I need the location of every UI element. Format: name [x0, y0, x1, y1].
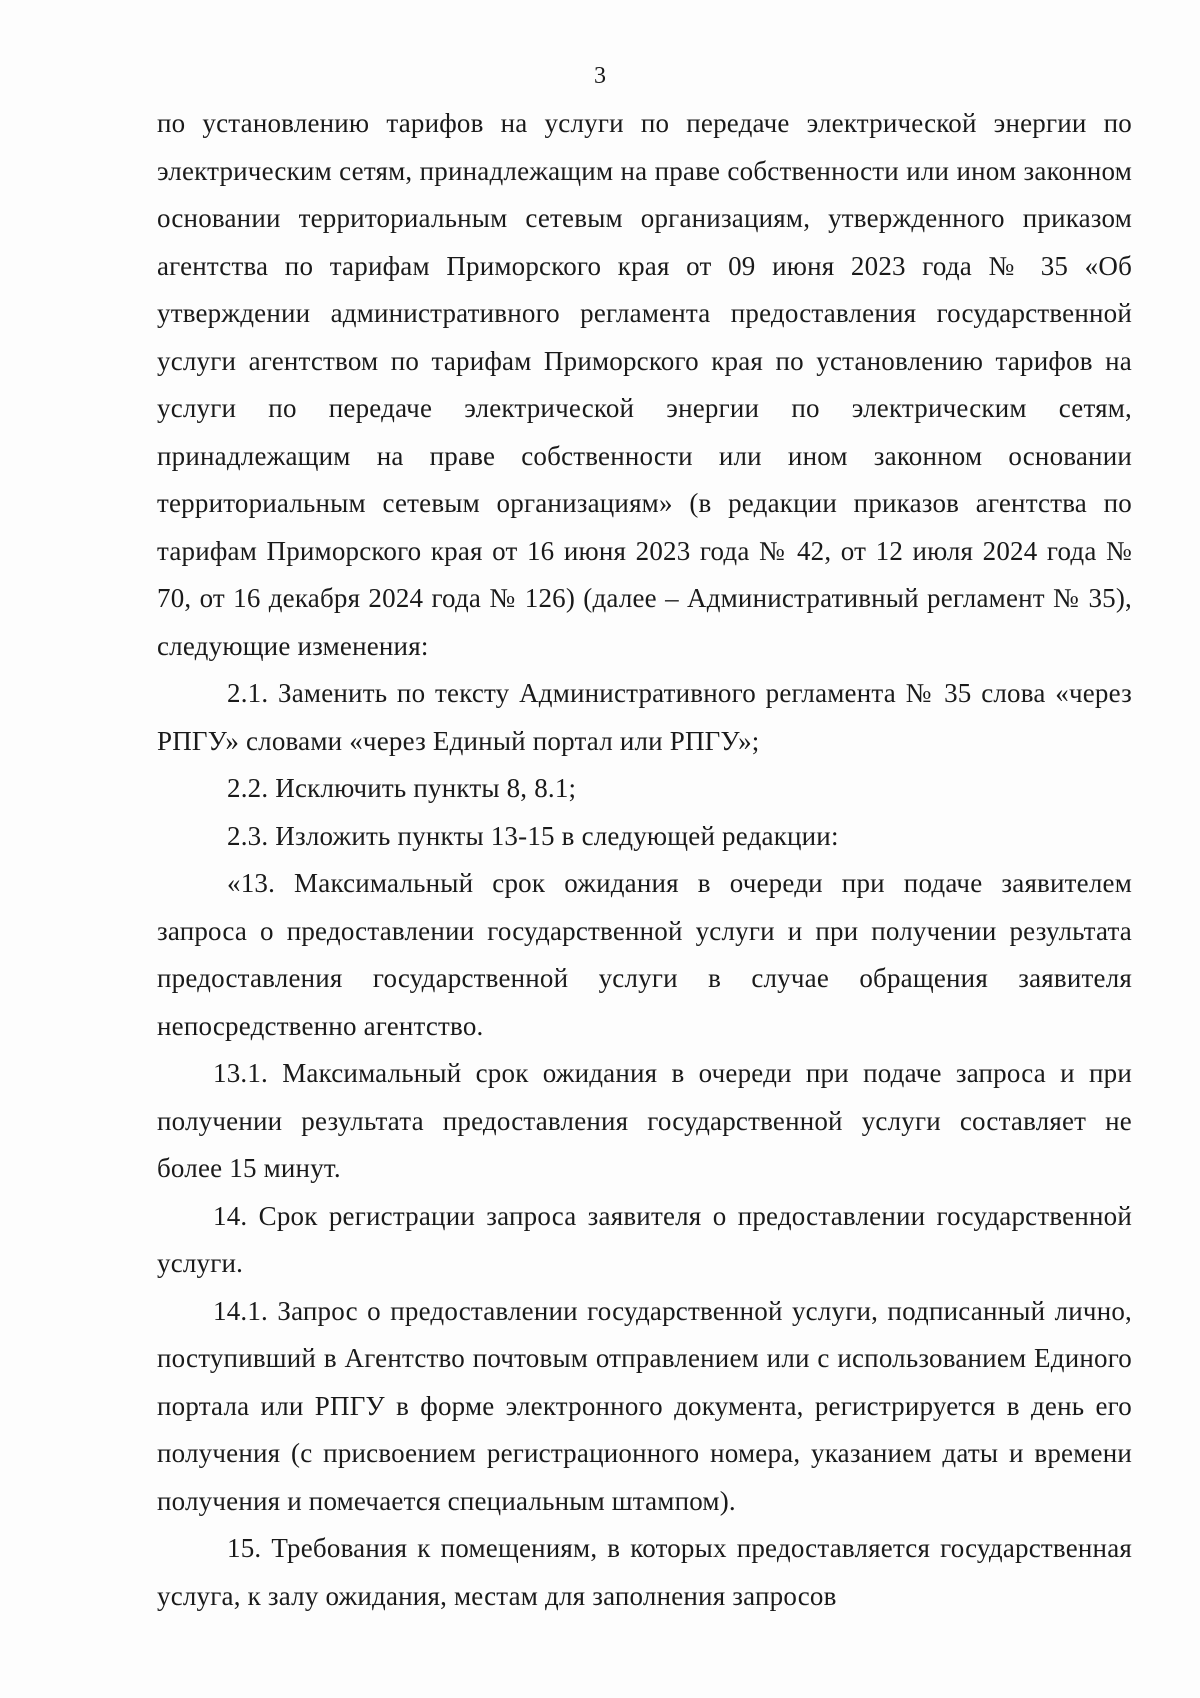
- paragraph-continuation: по установлению тарифов на услуги по передаче электрической энергии по электрическим сетям, принадлежащим на праве собственности или ином законном основании территориальным сетевым организациям, утвержденного приказом агентства по тарифам Приморского края от 09 июня 2023 года № 35 «Об утверждении административного регламента предоставления государственной услуги агентством по тарифам Приморского края по установлению тарифов на услуги по передаче электрической энергии по электрическим сетям, принадлежащим на праве собственности или ином законном основании территориальным сетевым организациям» (в редакции приказов агентства по тарифам Приморского края от 16 июня 2023 года № 42, от 12 июля 2024 года № 70, от 16 декабря 2024 года № 126) (далее – Административный регламент № 35), следующие изменения:: [157, 108, 1132, 661]
- paragraph-15: 15. Требования к помещениям, в которых предоставляется государственная услуга, к залу ожидания, местам для заполнения запросов: [157, 1533, 1132, 1611]
- paragraph-14: 14. Срок регистрации запроса заявителя о предоставлении государственной услуги.: [157, 1200, 1132, 1278]
- paragraph-14-1: 14.1. Запрос о предоставлении государственной услуги, подписанный лично, поступивший в Агентство почтовым отправлением или с использованием Единого портала или РПГУ в форме электронного документа, регистрируется в день его получения (с присвоением регистрационного номера, указанием даты и времени получения и помечается специальным штампом).: [157, 1295, 1132, 1516]
- document-body: [157, 100, 1132, 1620]
- paragraph-2-3: 2.3. Изложить пункты 13-15 в следующей редакции:: [227, 820, 839, 851]
- paragraph-2-1: 2.1. Заменить по тексту Административного регламента № 35 слова «через РПГУ» словами «через Единый портал или РПГУ»;: [157, 678, 1132, 756]
- paragraph-13: «13. Максимальный срок ожидания в очереди при подаче заявителем запроса о предоставлении государственной услуги и при получении результата предоставления государственной услуги в случае обращения заявителя непосредственно агентство.: [157, 868, 1132, 1041]
- paragraph-2-2: 2.2. Исключить пункты 8, 8.1;: [227, 773, 577, 803]
- page-number: 3: [594, 63, 606, 89]
- paragraph-13-1: 13.1. Максимальный срок ожидания в очереди при подаче запроса и при получении результата предоставления государственной услуги составляет не более 15 минут.: [157, 1058, 1132, 1183]
